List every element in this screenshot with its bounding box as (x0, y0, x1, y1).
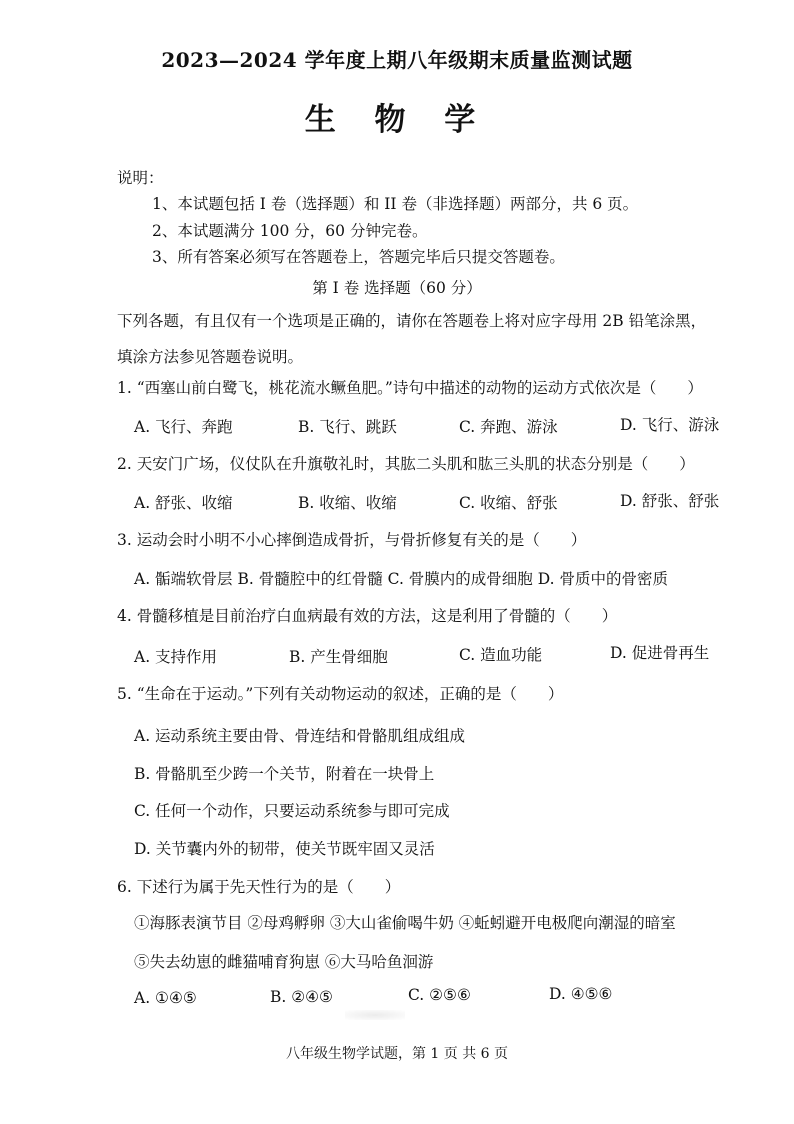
note-item: 3、所有答案必须写在答题卷上，答题完毕后只提交答题卷。 (152, 248, 565, 266)
option: B. ②④⑤ (270, 988, 333, 1006)
option: A. ①④⑤ (134, 989, 197, 1007)
option: C. 造血功能 (459, 646, 543, 664)
option: B. 飞行、跳跃 (298, 418, 397, 436)
section-instructions: 填涂方法参见答题卷说明。 (117, 348, 304, 366)
option: B. 产生骨细胞 (289, 648, 388, 666)
question-stem: 5. “生命在于运动。”下列有关动物运动的叙述，正确的是（ ） (117, 685, 564, 703)
behavior-list: ⑤失去幼崽的雌猫哺育狗崽 ⑥大马哈鱼洄游 (134, 953, 434, 971)
notes-label: 说明： (117, 169, 164, 187)
option: C. 奔跑、游泳 (459, 418, 558, 436)
section-instructions: 下列各题，有且仅有一个选项是正确的，请你在答题卷上将对应字母用 2B 铅笔涂黑， (117, 312, 707, 330)
question-stem: 2. 天安门广场，仪仗队在升旗敬礼时，其肱二头肌和肱三头肌的状态分别是（ ） (117, 455, 695, 473)
option: D. 促进骨再生 (610, 644, 710, 662)
question-stem: 6. 下述行为属于先天性行为的是（ ） (117, 878, 401, 896)
option: B. 收缩、收缩 (298, 494, 397, 512)
note-item: 2、本试题满分 100 分，60 分钟完卷。 (152, 222, 428, 240)
question-stem: 3. 运动会时小明不小心摔倒造成骨折，与骨折修复有关的是（ ） (117, 531, 587, 549)
option: A. 舒张、收缩 (134, 494, 233, 512)
option: D. 飞行、游泳 (620, 416, 720, 434)
question-stem: 1. “西塞山前白鹭飞，桃花流水鳜鱼肥。”诗句中描述的动物的运动方式依次是（ ） (117, 379, 703, 397)
option: D. ④⑤⑥ (549, 985, 613, 1003)
exam-title: 2023—2024 学年度上期八年级期末质量监测试题 (161, 48, 633, 72)
option: C. 收缩、舒张 (459, 494, 558, 512)
option: A. 支持作用 (134, 648, 218, 666)
option: A. 飞行、奔跑 (134, 418, 233, 436)
section-heading: 第 I 卷 选择题（60 分） (312, 279, 482, 297)
option: B. 骨骼肌至少跨一个关节，附着在一块骨上 (134, 765, 435, 783)
scan-smudge (345, 1010, 405, 1020)
option: C. 任何一个动作，只要运动系统参与即可完成 (134, 802, 450, 820)
option: C. ②⑤⑥ (408, 986, 471, 1004)
option: A. 运动系统主要由骨、骨连结和骨骼肌组成组成 (134, 727, 466, 745)
options-line: A. 骺端软骨层 B. 骨髓腔中的红骨髓 C. 骨膜内的成骨细胞 D. 骨质中的骨密质 (134, 570, 668, 588)
note-item: 1、本试题包括 I 卷（选择题）和 II 卷（非选择题）两部分，共 6 页。 (152, 195, 639, 213)
behavior-list: ①海豚表演节目 ②母鸡孵卵 ③大山雀偷喝牛奶 ④蚯蚓避开电极爬向潮湿的暗室 (134, 914, 676, 932)
subject-title: 生 物 学 (304, 102, 490, 138)
option: D. 关节囊内外的韧带，使关节既牢固又灵活 (134, 840, 435, 858)
option: D. 舒张、舒张 (620, 492, 720, 510)
question-stem: 4. 骨髓移植是目前治疗白血病最有效的方法，这是利用了骨髓的（ ） (117, 607, 618, 625)
page-footer: 八年级生物学试题，第 1 页 共 6 页 (285, 1046, 509, 1062)
